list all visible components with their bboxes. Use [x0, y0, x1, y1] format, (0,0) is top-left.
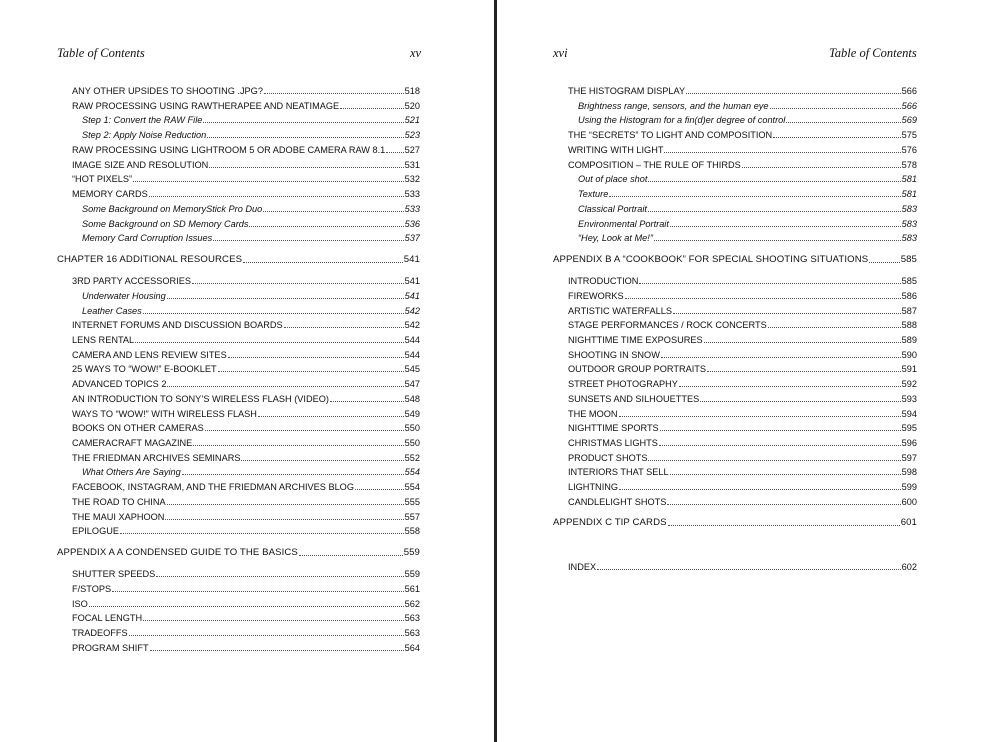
toc-entry-title: APPENDIX B A “COOKBOOK” FOR SPECIAL SHOOTING SITUATIONS — [553, 254, 869, 265]
toc-entry-title: PRODUCT SHOTS — [568, 453, 648, 463]
toc-entry[interactable] — [82, 305, 420, 317]
toc-leader-dots — [143, 620, 404, 621]
toc-entry-page: 533 — [404, 204, 420, 214]
toc-entry-page: 537 — [404, 233, 420, 243]
toc-entry-title: THE FRIEDMAN ARCHIVES SEMINARS — [72, 453, 241, 463]
toc-entry[interactable] — [568, 319, 917, 331]
left-page-number: xv — [410, 46, 422, 60]
toc-chapter-entry[interactable] — [57, 254, 420, 266]
toc-entry-title: CHRISTMAS LIGHTS — [568, 438, 658, 448]
toc-entry-page: 544 — [404, 335, 420, 345]
toc-entry[interactable] — [568, 275, 917, 287]
toc-entry-title: THE HISTOGRAM DISPLAY — [568, 86, 686, 96]
toc-entry-page: 578 — [901, 160, 917, 170]
toc-entry[interactable] — [568, 349, 917, 361]
toc-entry-title: CANDLELIGHT SHOTS — [568, 497, 667, 507]
toc-entry[interactable] — [72, 173, 420, 185]
toc-leader-dots — [218, 371, 404, 372]
toc-entry-page: 569 — [901, 115, 917, 125]
toc-entry[interactable] — [568, 496, 917, 508]
toc-entry-page: 592 — [901, 379, 917, 389]
toc-leader-dots — [659, 445, 901, 446]
toc-leader-dots — [167, 504, 404, 505]
toc-entry-page: 590 — [901, 350, 917, 360]
toc-leader-dots — [355, 489, 404, 490]
toc-leader-dots — [263, 211, 403, 212]
toc-leader-dots — [770, 108, 901, 109]
toc-entry-page: 532 — [404, 174, 420, 184]
toc-entry[interactable] — [72, 188, 420, 200]
toc-chapter-entry[interactable] — [553, 517, 917, 529]
toc-entry-page: 581 — [901, 174, 917, 184]
toc-entry-page: 599 — [901, 482, 917, 492]
toc-entry-page: 531 — [404, 160, 420, 170]
toc-entry[interactable] — [568, 85, 917, 97]
toc-entry-title: Out of place shot — [578, 174, 648, 184]
toc-entry-title: ADVANCED TOPICS 2 — [72, 379, 167, 389]
toc-entry[interactable] — [72, 349, 420, 361]
toc-entry-title: NIGHTTIME TIME EXPOSURES — [568, 335, 703, 345]
toc-entry-page: 583 — [901, 204, 917, 214]
toc-entry-title: Using the Histogram for a fin(d)er degree of control — [578, 115, 786, 125]
right-page — [497, 0, 990, 742]
left-header-title: Table of Contents — [57, 46, 145, 60]
toc-entry[interactable] — [72, 481, 420, 493]
toc-entry[interactable] — [72, 642, 420, 654]
toc-entry-page: 566 — [901, 101, 917, 111]
right-header-title: Table of Contents — [829, 46, 917, 60]
toc-entry-page: 544 — [404, 350, 420, 360]
toc-leader-dots — [193, 445, 403, 446]
toc-entry-title: MEMORY CARDS — [72, 189, 148, 199]
toc-leader-dots — [664, 152, 900, 153]
toc-entry[interactable] — [72, 334, 420, 346]
toc-leader-dots — [133, 181, 404, 182]
toc-entry-page: 554 — [404, 467, 420, 477]
toc-leader-dots — [661, 357, 901, 358]
toc-entry-page: 520 — [404, 101, 420, 111]
toc-leader-dots — [330, 401, 404, 402]
toc-chapter-entry[interactable] — [57, 547, 420, 559]
toc-leader-dots — [386, 152, 403, 153]
toc-entry-page: 589 — [901, 335, 917, 345]
toc-leader-dots — [89, 606, 404, 607]
toc-entry-page: 559 — [404, 569, 420, 579]
toc-leader-dots — [258, 416, 404, 417]
toc-leader-dots — [209, 167, 403, 168]
toc-entry-title: F/STOPS — [72, 584, 112, 594]
toc-entry[interactable] — [72, 85, 420, 97]
toc-entry-title: Some Background on MemoryStick Pro Duo — [82, 204, 263, 214]
toc-leader-dots — [619, 489, 901, 490]
toc-entry-page: 554 — [404, 482, 420, 492]
right-page-number: xvi — [553, 46, 568, 60]
toc-entry-title: Brightness range, sensors, and the human eye — [578, 101, 769, 111]
toc-entry-title: PROGRAM SHIFT — [72, 643, 149, 653]
toc-entry[interactable] — [578, 100, 917, 112]
toc-entry-page: 541 — [404, 276, 420, 286]
toc-entry-title: LIGHTNING — [568, 482, 619, 492]
toc-leader-dots — [192, 283, 404, 284]
toc-leader-dots — [625, 298, 901, 299]
toc-entry-page: 527 — [404, 145, 420, 155]
toc-entry-title: THE “SECRETS” TO LIGHT AND COMPOSITION — [568, 130, 773, 140]
toc-entry-page: 558 — [404, 526, 420, 536]
toc-leader-dots — [149, 196, 404, 197]
toc-entry-page: 583 — [901, 219, 917, 229]
toc-leader-dots — [205, 430, 404, 431]
toc-entry-page: 552 — [404, 453, 420, 463]
toc-leader-dots — [228, 357, 404, 358]
toc-entry[interactable] — [568, 437, 917, 449]
toc-entry[interactable] — [72, 363, 420, 375]
toc-leader-dots — [704, 342, 901, 343]
toc-entry-page: 561 — [404, 584, 420, 594]
toc-entry[interactable] — [568, 129, 917, 141]
toc-entry[interactable] — [568, 378, 917, 390]
toc-entry-title: EPILOGUE — [72, 526, 119, 536]
toc-entry-title: NIGHTTIME SPORTS — [568, 423, 659, 433]
toc-entry-title: Texture — [578, 189, 609, 199]
toc-leader-dots — [167, 386, 403, 387]
toc-entry-title: APPENDIX C TIP CARDS — [553, 517, 667, 528]
toc-entry-title: Memory Card Corruption Issues — [82, 233, 213, 243]
toc-leader-dots — [654, 240, 901, 241]
toc-entry[interactable] — [72, 511, 420, 523]
toc-entry-title: BOOKS ON OTHER CAMERAS — [72, 423, 204, 433]
toc-entry-page: 563 — [404, 628, 420, 638]
toc-leader-dots — [742, 167, 901, 168]
toc-entry[interactable] — [72, 144, 420, 156]
toc-entry-title: INTERIORS THAT SELL — [568, 467, 669, 477]
toc-entry[interactable] — [568, 305, 917, 317]
toc-entry-title: 3RD PARTY ACCESSORIES — [72, 276, 191, 286]
toc-leader-dots — [243, 262, 403, 263]
toc-entry[interactable] — [72, 393, 420, 405]
toc-entry-page: 550 — [404, 438, 420, 448]
toc-leader-dots — [264, 93, 404, 94]
toc-entry-page: 542 — [404, 306, 420, 316]
toc-leader-dots — [773, 137, 900, 138]
toc-leader-dots — [165, 519, 403, 520]
toc-entry-page: 581 — [901, 189, 917, 199]
toc-entry[interactable] — [72, 525, 420, 537]
toc-leader-dots — [686, 93, 901, 94]
toc-chapter-entry[interactable] — [553, 254, 917, 266]
toc-leader-dots — [619, 416, 901, 417]
toc-entry[interactable] — [568, 481, 917, 493]
toc-entry[interactable] — [578, 218, 917, 230]
toc-entry[interactable] — [72, 319, 420, 331]
toc-leader-dots — [135, 342, 404, 343]
toc-entry[interactable] — [72, 378, 420, 390]
toc-entry-page: 559 — [403, 547, 420, 558]
toc-entry-title: WRITING WITH LIGHT — [568, 145, 664, 155]
toc-entry-page: 564 — [404, 643, 420, 653]
toc-leader-dots — [668, 525, 900, 526]
toc-entry[interactable] — [568, 144, 917, 156]
toc-entry-page: 550 — [404, 423, 420, 433]
toc-entry[interactable] — [72, 437, 420, 449]
toc-entry-page: 596 — [901, 438, 917, 448]
toc-entry[interactable] — [72, 452, 420, 464]
toc-leader-dots — [299, 555, 403, 556]
toc-leader-dots — [869, 262, 899, 263]
toc-leader-dots — [150, 650, 404, 651]
toc-leader-dots — [786, 122, 900, 123]
left-page — [0, 0, 494, 742]
toc-entry-title: 25 WAYS TO “WOW!” E-BOOKLET — [72, 364, 217, 374]
toc-entry-title: OUTDOOR GROUP PORTRAITS — [568, 364, 706, 374]
toc-leader-dots — [156, 576, 403, 577]
toc-entry-title: WAYS TO “WOW!” WITH WIRELESS FLASH — [72, 409, 257, 419]
toc-entry-page: 598 — [901, 467, 917, 477]
toc-leader-dots — [670, 226, 901, 227]
toc-entry[interactable] — [578, 232, 917, 244]
toc-entry-page: 545 — [404, 364, 420, 374]
toc-leader-dots — [207, 137, 403, 138]
toc-leader-dots — [129, 635, 404, 636]
toc-entry-title: FACEBOOK, INSTAGRAM, AND THE FRIEDMAN ARCHIVES BLOG — [72, 482, 354, 492]
toc-entry[interactable] — [72, 612, 420, 624]
toc-entry[interactable] — [72, 159, 420, 171]
toc-entry-title: Step 2: Apply Noise Reduction — [82, 130, 207, 140]
toc-entry-page: 586 — [901, 291, 917, 301]
toc-leader-dots — [203, 122, 403, 123]
toc-entry-page: 575 — [901, 130, 917, 140]
toc-leader-dots — [768, 327, 901, 328]
toc-entry[interactable] — [82, 466, 420, 478]
toc-entry-page: 588 — [901, 320, 917, 330]
toc-entry-page: 557 — [404, 512, 420, 522]
toc-entry-page: 541 — [404, 291, 420, 301]
toc-entry-page: 597 — [901, 453, 917, 463]
toc-entry-title: “HOT PIXELS” — [72, 174, 133, 184]
toc-entry-title: INTRODUCTION — [568, 276, 639, 286]
toc-entry-title: CAMERA AND LENS REVIEW SITES — [72, 350, 227, 360]
toc-entry-page: 536 — [404, 219, 420, 229]
toc-leader-dots — [639, 283, 900, 284]
toc-entry-title: THE MAUI XAPHOON — [72, 512, 165, 522]
toc-entry-page: 548 — [404, 394, 420, 404]
toc-entry[interactable] — [72, 496, 420, 508]
toc-entry-title: What Others Are Saying — [82, 467, 181, 477]
toc-entry-title: Environmental Portrait — [578, 219, 669, 229]
toc-entry-page: 600 — [901, 497, 917, 507]
toc-entry[interactable] — [82, 218, 420, 230]
toc-leader-dots — [120, 533, 404, 534]
toc-entry[interactable] — [82, 114, 420, 126]
toc-leader-dots — [241, 460, 403, 461]
toc-entry[interactable] — [568, 452, 917, 464]
toc-entry-title: INTERNET FORUMS AND DISCUSSION BOARDS — [72, 320, 283, 330]
toc-leader-dots — [112, 591, 404, 592]
toc-entry[interactable] — [82, 290, 420, 302]
toc-leader-dots — [707, 371, 901, 372]
toc-entry[interactable] — [72, 408, 420, 420]
toc-entry-title: IMAGE SIZE AND RESOLUTION — [72, 160, 209, 170]
toc-entry-page: 576 — [901, 145, 917, 155]
toc-leader-dots — [670, 474, 901, 475]
toc-entry-page: 595 — [901, 423, 917, 433]
toc-entry-title: LENS RENTAL — [72, 335, 135, 345]
toc-entry-title: ISO — [72, 599, 88, 609]
toc-entry-page: 585 — [901, 276, 917, 286]
toc-leader-dots — [700, 401, 900, 402]
toc-entry[interactable] — [82, 232, 420, 244]
toc-entry-title: APPENDIX A A CONDENSED GUIDE TO THE BASICS — [57, 547, 298, 558]
toc-entry-page: 562 — [404, 599, 420, 609]
toc-entry[interactable] — [568, 561, 917, 573]
toc-entry-title: Step 1: Convert the RAW File — [82, 115, 203, 125]
toc-leader-dots — [609, 196, 900, 197]
toc-entry[interactable] — [568, 422, 917, 434]
toc-entry-page: 521 — [404, 115, 420, 125]
toc-leader-dots — [167, 298, 404, 299]
toc-entry[interactable] — [82, 203, 420, 215]
toc-entry[interactable] — [72, 627, 420, 639]
toc-entry-title: STREET PHOTOGRAPHY — [568, 379, 678, 389]
toc-entry-title: ANY OTHER UPSIDES TO SHOOTING .JPG? — [72, 86, 263, 96]
toc-entry-page: 523 — [404, 130, 420, 140]
toc-leader-dots — [597, 569, 901, 570]
toc-entry-title: Some Background on SD Memory Cards — [82, 219, 249, 229]
toc-entry-title: COMPOSITION – THE RULE OF THIRDS — [568, 160, 741, 170]
toc-entry-title: THE ROAD TO CHINA — [72, 497, 166, 507]
toc-entry-title: FIREWORKS — [568, 291, 624, 301]
toc-leader-dots — [249, 226, 403, 227]
toc-entry-page: 549 — [404, 409, 420, 419]
toc-leader-dots — [340, 108, 404, 109]
toc-entry[interactable] — [568, 363, 917, 375]
toc-leader-dots — [213, 240, 403, 241]
toc-entry[interactable] — [72, 275, 420, 287]
toc-entry-title: CHAPTER 16 ADDITIONAL RESOURCES — [57, 254, 243, 265]
toc-entry-title: RAW PROCESSING USING LIGHTROOM 5 OR ADOBE CAMERA RAW 8.1 — [72, 145, 386, 155]
toc-entry-page: 594 — [901, 409, 917, 419]
toc-leader-dots — [679, 386, 901, 387]
toc-entry-page: 541 — [403, 254, 420, 265]
toc-entry-title: TRADEOFFS — [72, 628, 128, 638]
toc-leader-dots — [667, 504, 900, 505]
toc-leader-dots — [648, 460, 900, 461]
toc-entry-title: ARTISTIC WATERFALLS — [568, 306, 672, 316]
toc-leader-dots — [673, 313, 901, 314]
toc-entry-page: 583 — [901, 233, 917, 243]
toc-entry-title: “Hey, Look at Me!” — [578, 233, 653, 243]
toc-entry[interactable] — [568, 408, 917, 420]
toc-entry[interactable] — [578, 114, 917, 126]
toc-entry[interactable] — [82, 129, 420, 141]
toc-entry-title: THE MOON — [568, 409, 618, 419]
toc-entry[interactable] — [72, 583, 420, 595]
toc-entry[interactable] — [72, 568, 420, 580]
toc-leader-dots — [143, 313, 404, 314]
toc-entry-title: CAMERACRAFT MAGAZINE — [72, 438, 193, 448]
toc-entry-title: SUNSETS AND SILHOUETTES — [568, 394, 700, 404]
toc-entry-title: AN INTRODUCTION TO SONY’S WIRELESS FLASH (VIDEO) — [72, 394, 329, 404]
toc-entry-page: 566 — [901, 86, 917, 96]
toc-entry-page: 542 — [404, 320, 420, 330]
toc-entry[interactable] — [568, 466, 917, 478]
toc-entry[interactable] — [568, 393, 917, 405]
toc-leader-dots — [182, 474, 404, 475]
toc-entry[interactable] — [568, 290, 917, 302]
toc-entry-title: RAW PROCESSING USING RAWTHERAPEE AND NEATIMAGE — [72, 101, 340, 111]
toc-entry-title: Leather Cases — [82, 306, 142, 316]
toc-entry[interactable] — [578, 188, 917, 200]
toc-leader-dots — [284, 327, 404, 328]
toc-entry-page: 593 — [901, 394, 917, 404]
toc-entry-title: Classical Portrait — [578, 204, 647, 214]
toc-entry-page: 591 — [901, 364, 917, 374]
toc-entry-page: 518 — [404, 86, 420, 96]
toc-entry-page: 602 — [901, 562, 917, 572]
toc-entry[interactable] — [568, 334, 917, 346]
toc-entry-title: SHOOTING IN SNOW — [568, 350, 660, 360]
toc-entry-title: INDEX — [568, 562, 597, 572]
toc-entry[interactable] — [72, 422, 420, 434]
toc-leader-dots — [648, 181, 900, 182]
toc-entry-title: Underwater Housing — [82, 291, 166, 301]
toc-entry-page: 555 — [404, 497, 420, 507]
toc-entry-page: 533 — [404, 189, 420, 199]
toc-entry[interactable] — [578, 173, 917, 185]
toc-entry-page: 587 — [901, 306, 917, 316]
toc-leader-dots — [660, 430, 901, 431]
toc-entry[interactable] — [72, 598, 420, 610]
toc-leader-dots — [648, 211, 901, 212]
toc-entry[interactable] — [578, 203, 917, 215]
toc-entry-page: 547 — [404, 379, 420, 389]
toc-entry-title: STAGE PERFORMANCES / ROCK CONCERTS — [568, 320, 767, 330]
toc-entry[interactable] — [568, 159, 917, 171]
toc-entry-title: SHUTTER SPEEDS — [72, 569, 156, 579]
toc-entry-title: FOCAL LENGTH — [72, 613, 143, 623]
toc-entry-page: 585 — [900, 254, 917, 265]
toc-entry-page: 563 — [404, 613, 420, 623]
toc-entry[interactable] — [72, 100, 420, 112]
toc-entry-page: 601 — [900, 517, 917, 528]
